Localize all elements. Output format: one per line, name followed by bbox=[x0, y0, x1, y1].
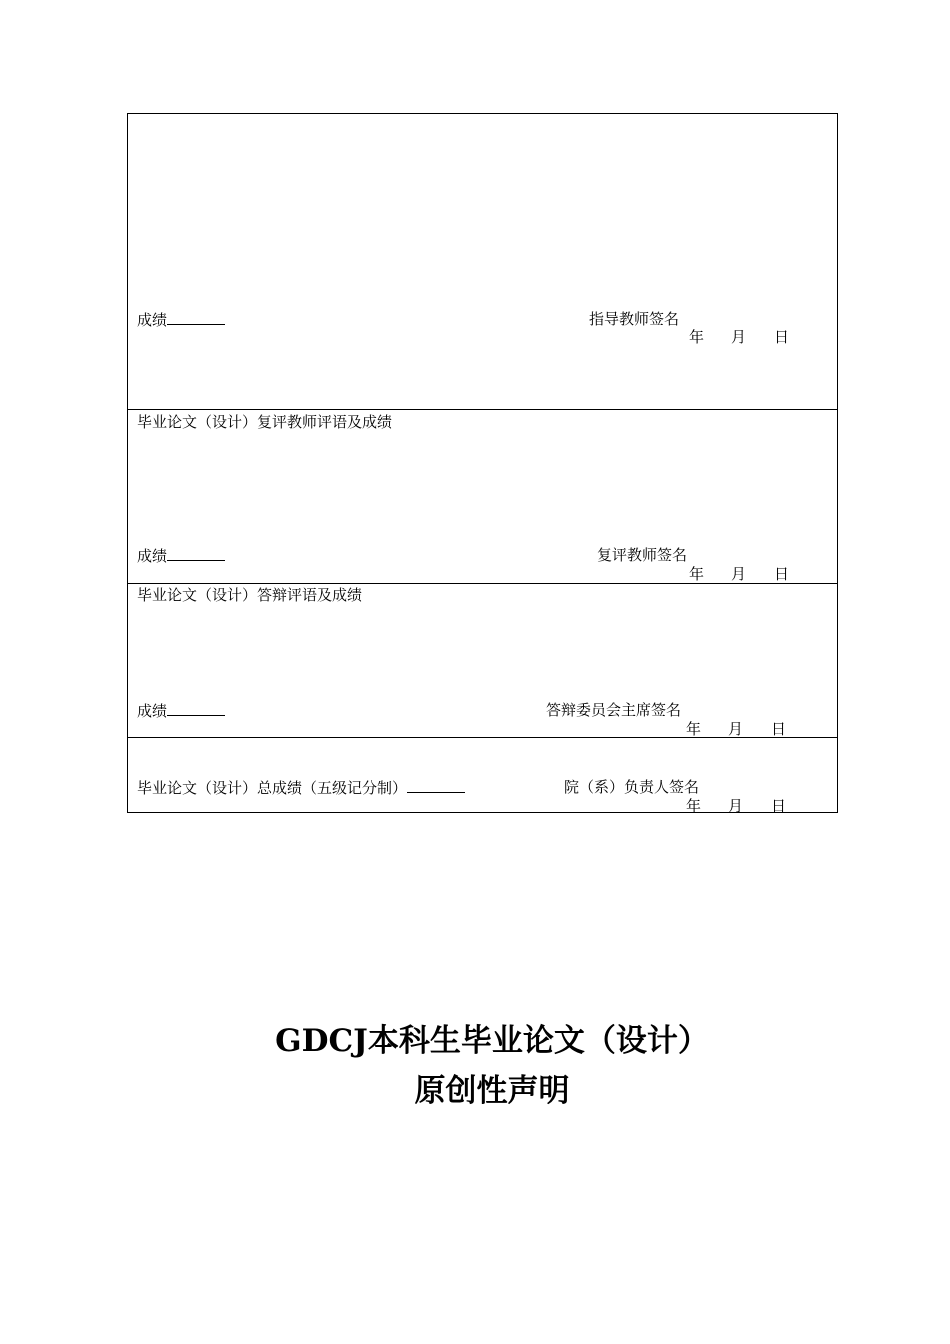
defense-grade-blank[interactable] bbox=[167, 701, 225, 716]
total-grade-blank[interactable] bbox=[407, 778, 465, 793]
reviewer-grade-blank[interactable] bbox=[167, 546, 225, 561]
year-label: 年 bbox=[686, 720, 702, 738]
declaration-title-line2: 原创性声明 bbox=[414, 1073, 570, 1109]
day-label: 日 bbox=[774, 565, 790, 583]
advisor-grade-blank[interactable] bbox=[167, 310, 225, 325]
defense-grade: 成绩 bbox=[137, 701, 225, 720]
reviewer-grade: 成绩 bbox=[137, 546, 225, 565]
day-label: 日 bbox=[771, 797, 787, 815]
year-label: 年 bbox=[689, 565, 705, 583]
reviewer-date bbox=[689, 565, 789, 583]
advisor-date bbox=[689, 328, 789, 346]
defense-section bbox=[128, 583, 837, 737]
reviewer-section bbox=[128, 409, 837, 583]
reviewer-signature-label: 复评教师签名 bbox=[597, 546, 688, 564]
month-label: 月 bbox=[731, 565, 747, 583]
reviewer-heading: 毕业论文（设计）复评教师评语及成绩 bbox=[137, 413, 393, 431]
day-label: 日 bbox=[774, 328, 790, 346]
declaration-title-line1: GDCJ本科生毕业论文（设计） bbox=[275, 1023, 709, 1059]
defense-date bbox=[686, 720, 786, 738]
dean-date bbox=[686, 797, 786, 815]
advisor-section bbox=[128, 114, 837, 409]
advisor-grade: 成绩 bbox=[137, 310, 225, 329]
total-grade: 毕业论文（设计）总成绩（五级记分制） bbox=[137, 778, 465, 797]
month-label: 月 bbox=[728, 720, 744, 738]
dean-signature-label: 院（系）负责人签名 bbox=[564, 778, 700, 796]
year-label: 年 bbox=[689, 328, 705, 346]
evaluation-form-table bbox=[127, 113, 838, 813]
month-label: 月 bbox=[728, 797, 744, 815]
advisor-signature-label: 指导教师签名 bbox=[589, 310, 680, 328]
total-section bbox=[128, 737, 837, 813]
defense-signature-label: 答辩委员会主席签名 bbox=[546, 701, 682, 719]
year-label: 年 bbox=[686, 797, 702, 815]
day-label: 日 bbox=[771, 720, 787, 738]
defense-heading: 毕业论文（设计）答辩评语及成绩 bbox=[137, 586, 363, 604]
month-label: 月 bbox=[731, 328, 747, 346]
